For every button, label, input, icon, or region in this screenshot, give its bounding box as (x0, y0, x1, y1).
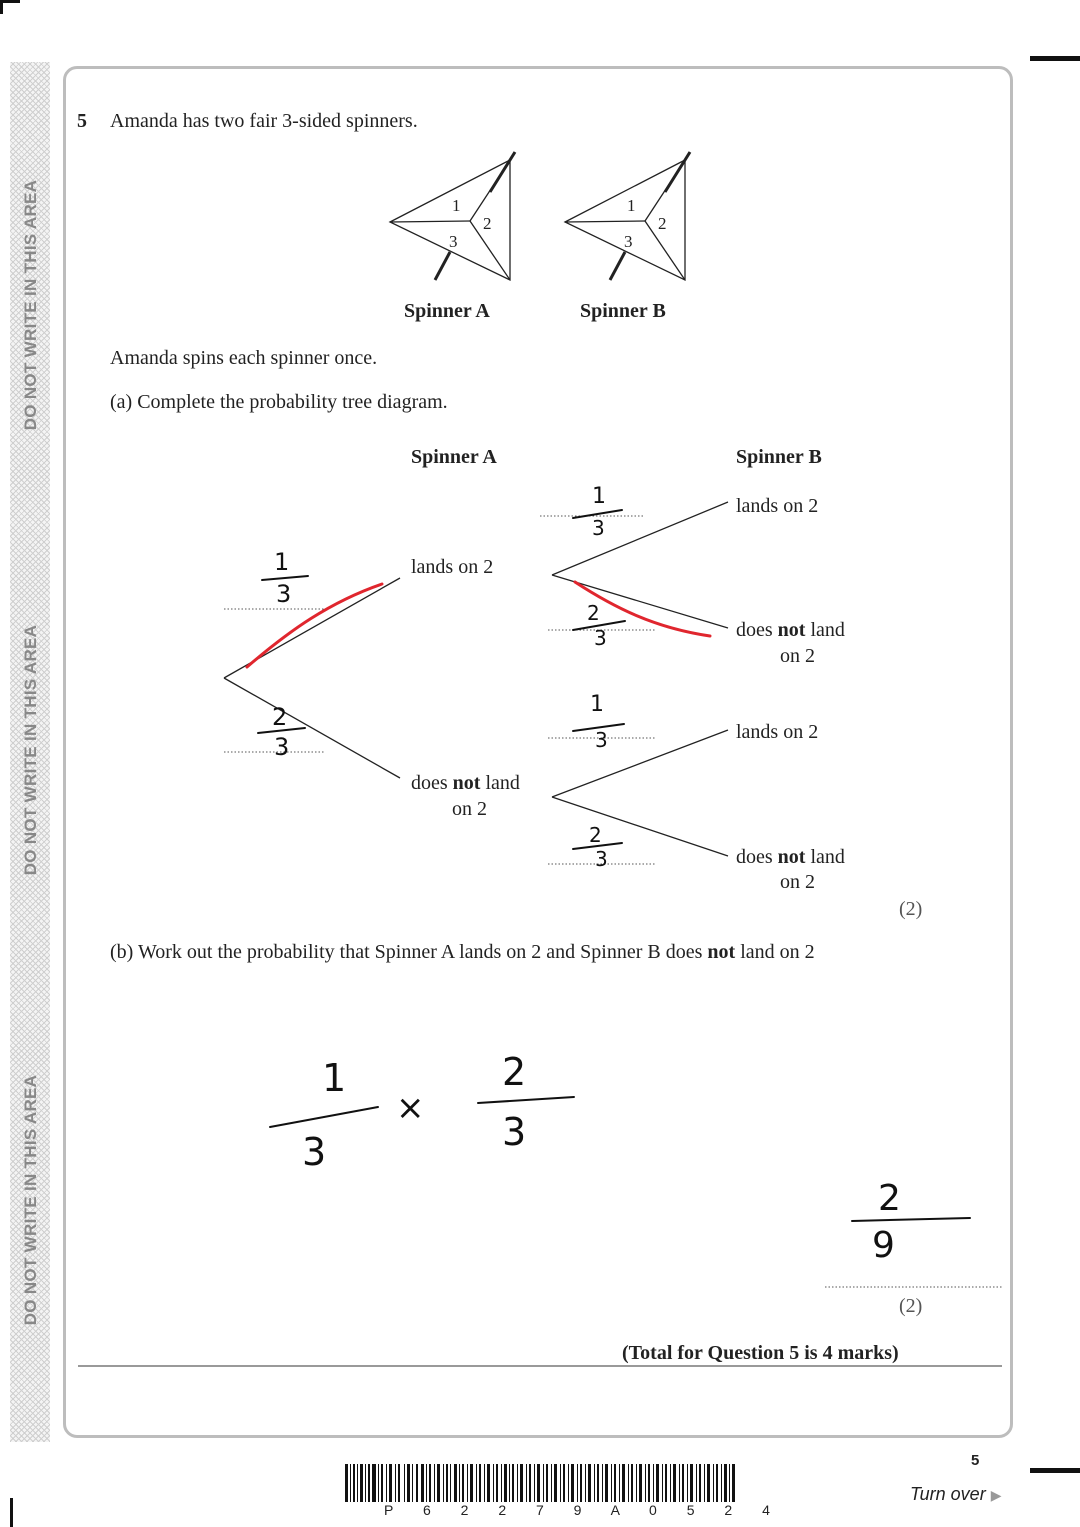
hw-working-left-den: 3 (302, 1130, 327, 1174)
spinner-b-label: Spinner B (580, 300, 666, 322)
spinner-a-drawing (390, 152, 515, 280)
part-b-marks: (2) (899, 1295, 923, 1317)
hw-a-top-den: 3 (276, 580, 292, 608)
margin-warning-3: DO NOT WRITE IN THIS AREA (21, 1074, 40, 1326)
hw-a-bottom-num: 2 (272, 703, 288, 731)
handwritten-fraction-bars (258, 510, 970, 1221)
hw-answer-den: 9 (872, 1225, 895, 1266)
tree-heading-b: Spinner B (736, 446, 822, 468)
tree-a-not-line2: on 2 (452, 798, 487, 820)
tree-a-lands: lands on 2 (411, 556, 494, 578)
hw-b1-num: 1 (592, 484, 606, 509)
spinner-b-section-2: 2 (658, 214, 667, 233)
hw-answer-num: 2 (878, 1178, 901, 1219)
tree-b-not-1-line1: does not land (736, 619, 845, 641)
tree-a-not-line1: does not land (411, 772, 520, 794)
margin-warning-2: DO NOT WRITE IN THIS AREA (21, 624, 40, 876)
spinner-b-section-1: 1 (627, 196, 636, 215)
barcode-digits: P 6 2 2 7 9 A 0 5 2 4 (384, 1502, 783, 1518)
barcode (345, 1464, 735, 1502)
hw-a-bottom-den: 3 (274, 733, 290, 761)
tree-b-not-2-line1: does not land (736, 846, 845, 868)
spinner-b-section-3: 3 (624, 232, 633, 251)
highlight-path-a (247, 584, 382, 667)
part-a-marks: (2) (899, 898, 923, 920)
spinner-b-drawing (565, 152, 690, 280)
hw-working-left-num: 1 (322, 1056, 347, 1100)
hw-b4-num: 2 (589, 823, 602, 847)
tree-b-not-2-line2: on 2 (780, 871, 815, 893)
hw-b2-den: 3 (594, 626, 607, 650)
turn-over-arrow-icon: ▶ (990, 1487, 1002, 1503)
spinner-a-section-1: 1 (452, 196, 461, 215)
hw-working-right-den: 3 (502, 1110, 527, 1154)
tree-b-lands-2: lands on 2 (736, 721, 819, 743)
instruction: Amanda spins each spinner once. (110, 347, 378, 369)
hw-b1-den: 3 (592, 516, 605, 540)
dotted-lines (224, 516, 1002, 1287)
part-a-text: (a) Complete the probability tree diagram. (110, 391, 448, 413)
hw-a-top-num: 1 (274, 548, 290, 576)
spinner-a-label: Spinner A (404, 300, 490, 322)
question-total: (Total for Question 5 is 4 marks) (622, 1342, 899, 1364)
hw-b4-den: 3 (595, 847, 608, 871)
tree-b-lands-1: lands on 2 (736, 495, 819, 517)
tree-b-not-1-line2: on 2 (780, 645, 815, 667)
hw-working-right-num: 2 (502, 1050, 527, 1094)
hw-b3-den: 3 (595, 728, 608, 752)
spinner-a-section-2: 2 (483, 214, 492, 233)
hw-working-times: × (396, 1088, 425, 1128)
tree-heading-a: Spinner A (411, 446, 497, 468)
turn-over-label: Turn over ▶ (910, 1484, 1002, 1504)
margin-warning-1: DO NOT WRITE IN THIS AREA (21, 179, 40, 431)
question-number: 5 (77, 110, 87, 132)
spinner-a-section-3: 3 (449, 232, 458, 251)
page-number: 5 (971, 1452, 980, 1469)
hw-b3-num: 1 (590, 692, 604, 717)
part-b-text: (b) Work out the probability that Spinner A lands on 2 and Spinner B does not land on 2 (110, 941, 815, 963)
question-intro: Amanda has two fair 3-sided spinners. (110, 110, 418, 132)
hw-b2-num: 2 (587, 601, 600, 625)
